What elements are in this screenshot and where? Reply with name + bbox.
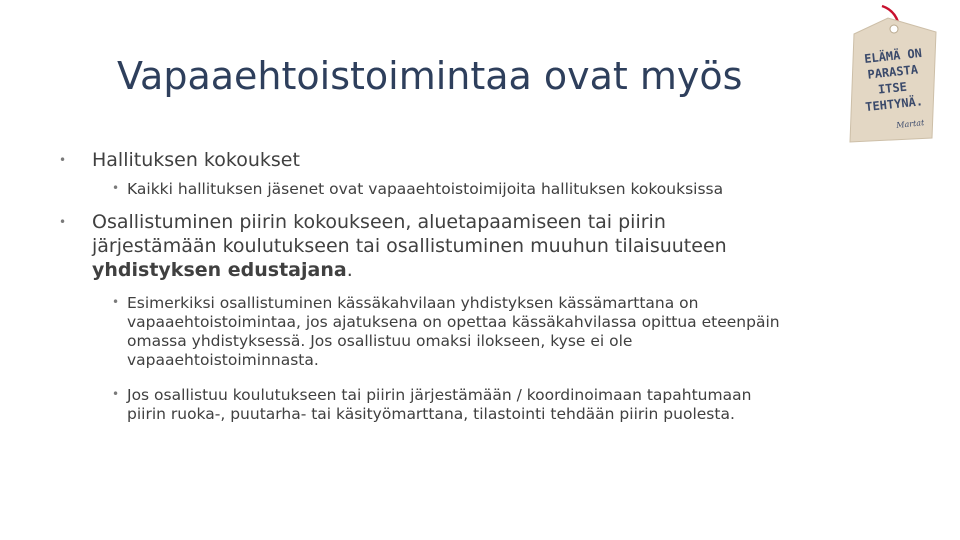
martat-tag-logo — [836, 4, 946, 144]
tag-line-2: PARASTA — [866, 62, 919, 82]
bullet-marker: • — [59, 215, 67, 229]
bullet-1-text: Hallituksen kokoukset — [92, 149, 300, 171]
tag-logo-graphic — [836, 4, 946, 144]
tag-line-3: ITSE — [877, 79, 908, 97]
bullet-2-line-2: järjestämään koulutukseen tai osallistuminen muuhun tilaisuuteen — [92, 235, 727, 257]
bullet-2-emphasis: yhdistyksen edustajana — [92, 259, 347, 281]
bullet-2 — [59, 210, 832, 282]
bullet-2-sub-2 — [112, 386, 897, 424]
tag-line-1: ELÄMÄ ON — [863, 45, 923, 66]
sub-1-line-2: vapaaehtoistoimintaa, jos ajatuksena on opettaa kässäkahvilassa opittua eteenpäin — [127, 313, 780, 331]
sub-1-line-4: vapaaehtoistoiminnasta. — [127, 351, 319, 369]
bullet-2-period: . — [346, 259, 353, 281]
tag-signature: Martat — [895, 118, 925, 130]
sub-2-line-2: piirin ruoka-, puutarha- tai käsityömarttana, tilastointi tehdään piirin puolesta. — [127, 405, 735, 423]
sub-bullet-marker: • — [112, 387, 120, 401]
sub-2-line-1: Jos osallistuu koulutukseen tai piirin järjestämään / koordinoimaan tapahtumaan — [127, 386, 752, 404]
sub-1-line-3: omassa yhdistyksessä. Jos osallistuu omaksi ilokseen, kyse ei ole — [127, 332, 633, 350]
sub-1-line-1: Esimerkiksi osallistuminen kässäkahvilaan yhdistyksen kässämarttana on — [127, 294, 699, 312]
bullet-1-sub-1-text: Kaikki hallituksen jäsenet ovat vapaaehtoistoimijoita hallituksen kokouksissa — [127, 180, 724, 198]
bullet-1 — [59, 148, 832, 172]
slide-title: Vapaaehtoistoimintaa ovat myös — [117, 54, 743, 98]
bullet-2-sub-1 — [112, 294, 897, 370]
sub-bullet-marker: • — [112, 295, 120, 309]
bullet-2-line-1: Osallistuminen piirin kokoukseen, aluetapaamiseen tai piirin — [92, 211, 666, 233]
tag-line-4: TEHTYNÄ. — [864, 94, 924, 115]
bullet-marker: • — [59, 153, 67, 167]
bullet-2-line-3 — [92, 258, 832, 282]
sub-bullet-marker: • — [112, 181, 120, 195]
bullet-1-sub-1 — [112, 180, 897, 199]
